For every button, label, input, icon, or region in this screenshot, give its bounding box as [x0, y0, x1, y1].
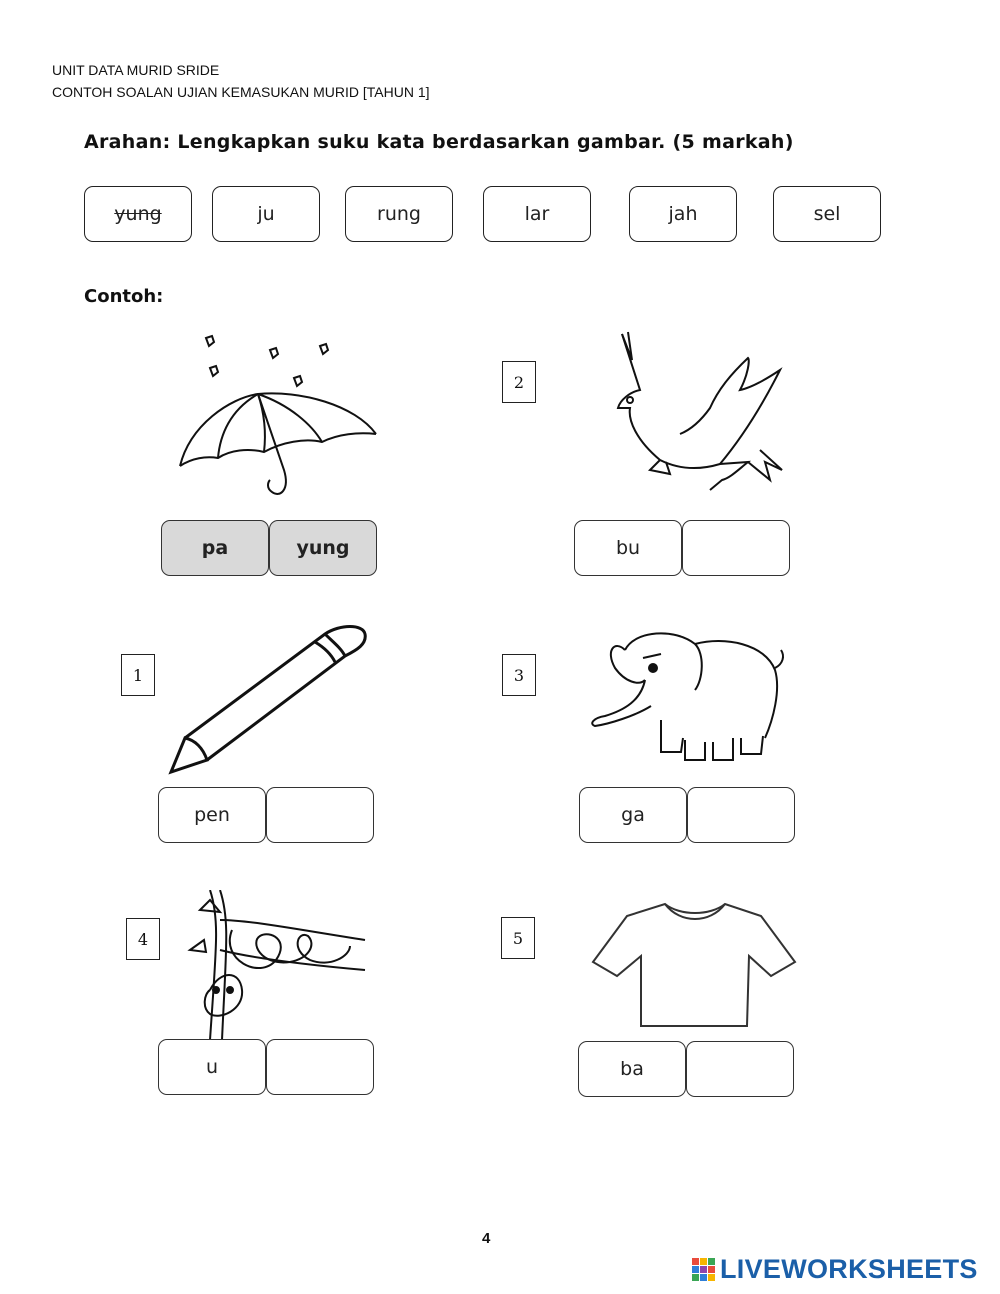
example-answer — [161, 520, 377, 576]
question-1-blank[interactable] — [266, 787, 374, 843]
option-sel[interactable]: sel — [773, 186, 881, 242]
question-3-first-syllable: ga — [579, 787, 687, 843]
question-1-number: 1 — [121, 654, 155, 696]
question-2-number: 2 — [502, 361, 536, 403]
header-line-2: CONTOH SOALAN UJIAN KEMASUKAN MURID [TAHUN 1] — [52, 84, 430, 100]
question-5-input[interactable] — [693, 1050, 787, 1088]
brand-text: LIVEWORKSHEETS — [720, 1254, 978, 1284]
question-5-first-syllable: ba — [578, 1041, 686, 1097]
question-1-input[interactable] — [273, 796, 367, 834]
example-first-syllable: pa — [161, 520, 269, 576]
question-2-answer — [574, 520, 790, 576]
question-2-blank[interactable] — [682, 520, 790, 576]
header-line-1: UNIT DATA MURID SRIDE — [52, 62, 220, 78]
question-4-blank[interactable] — [266, 1039, 374, 1095]
brand-logo — [692, 1254, 978, 1285]
question-3-input[interactable] — [694, 796, 788, 834]
option-rung[interactable]: rung — [345, 186, 453, 242]
option-ju[interactable]: ju — [212, 186, 320, 242]
question-3-blank[interactable] — [687, 787, 795, 843]
bird-icon — [600, 330, 795, 500]
question-3-answer — [579, 787, 795, 843]
question-4-answer — [158, 1039, 374, 1095]
umbrella-icon — [170, 330, 385, 500]
example-label: Contoh: — [84, 286, 164, 307]
question-4-first-syllable: u — [158, 1039, 266, 1095]
snake-icon — [180, 890, 370, 1040]
option-yung[interactable]: yung — [84, 186, 192, 242]
question-1-first-syllable: pen — [158, 787, 266, 843]
question-4-number: 4 — [126, 918, 160, 960]
question-1-answer — [158, 787, 374, 843]
tshirt-icon — [585, 898, 805, 1033]
question-4-input[interactable] — [273, 1048, 367, 1086]
question-2-input[interactable] — [689, 529, 783, 567]
option-lar[interactable]: lar — [483, 186, 591, 242]
example-second-syllable: yung — [269, 520, 377, 576]
question-3-number: 3 — [502, 654, 536, 696]
question-5-blank[interactable] — [686, 1041, 794, 1097]
question-5-number: 5 — [501, 917, 535, 959]
pencil-icon — [165, 620, 375, 775]
question-2-first-syllable: bu — [574, 520, 682, 576]
page-number: 4 — [482, 1230, 491, 1247]
elephant-icon — [585, 620, 795, 770]
instruction: Arahan: Lengkapkan suku kata berdasarkan gambar. (5 markah) — [84, 131, 794, 153]
option-jah[interactable]: jah — [629, 186, 737, 242]
liveworksheets-logo-icon — [692, 1258, 716, 1282]
question-5-answer — [578, 1041, 794, 1097]
